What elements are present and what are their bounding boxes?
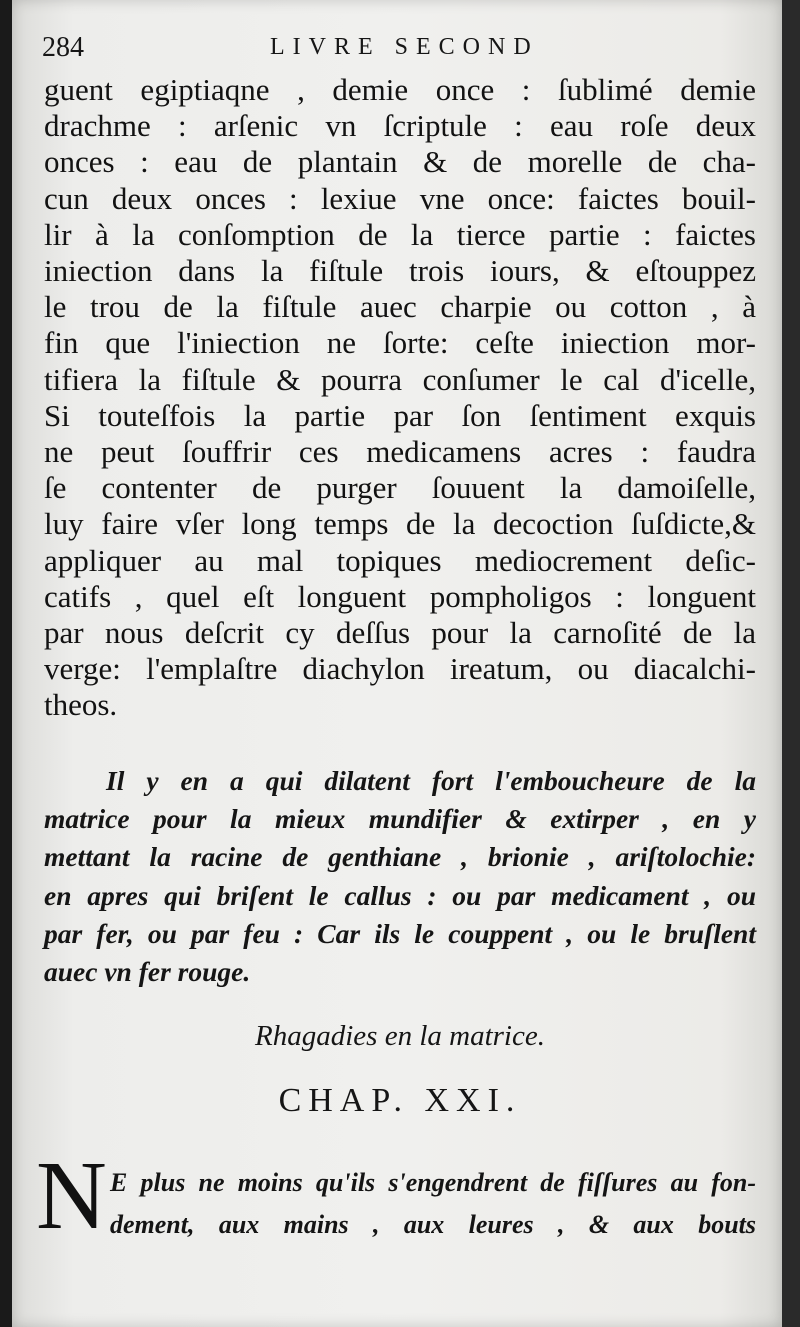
chapter-line: E plus ne moins qu'ils s'engendrent de fiſſures au fon- bbox=[110, 1168, 756, 1197]
page-number: 284 bbox=[42, 32, 84, 63]
body-line: par nous deſcrit cy deſſus pour la carnoſité de la bbox=[44, 615, 756, 651]
body-line: guent egiptiaqne , demie once : ſublimé demie bbox=[44, 72, 756, 107]
body-line: onces : eau de plantain & de morelle de cha- bbox=[44, 144, 756, 180]
body-line: theos. bbox=[44, 687, 118, 723]
body-line: appliquer au mal topiques mediocrement deſic- bbox=[44, 542, 756, 578]
body-line: cun deux onces : lexiue vne once: faictes bouil- bbox=[44, 180, 756, 216]
body-line: iniection dans la fiſtule trois iours, & eſtouppez bbox=[44, 253, 756, 289]
page-header bbox=[42, 30, 782, 70]
body-line: Si touteſfois la partie par ſon ſentiment exquis bbox=[44, 397, 756, 433]
italic-annotation bbox=[44, 762, 756, 991]
running-head: LIVRE SECOND bbox=[270, 34, 539, 60]
body-line: catifs , quel eſt longuent pompholigos : longuent bbox=[44, 578, 756, 614]
italic-line: auec vn fer rouge. bbox=[44, 956, 251, 988]
body-line: verge: l'emplaſtre diachylon ireatum, ou diacalchi- bbox=[44, 651, 756, 687]
body-line: le trou de la fiſtule auec charpie ou cotton , à bbox=[44, 289, 756, 325]
italic-line: par fer, ou par feu : Car ils le couppent , ou le bruſlent bbox=[44, 917, 756, 949]
body-line: ſe contenter de purger ſouuent la damoiſelle, bbox=[44, 470, 756, 506]
body-line: luy faire vſer long temps de la decoction ſuſdicte,& bbox=[44, 506, 756, 542]
body-line: lir à la conſomption de la tierce partie : faictes bbox=[44, 216, 756, 252]
italic-line: mettant la racine de genthiane , brionie , ariſtolochie: bbox=[44, 841, 756, 873]
italic-line: Il y en a qui dilatent fort l'emboucheure de la bbox=[106, 765, 756, 796]
italic-line: en apres qui briſent le callus : ou par medicament , ou bbox=[44, 879, 756, 911]
drop-cap: N bbox=[36, 1142, 107, 1250]
page-gutter-shadow bbox=[782, 0, 800, 1327]
body-line: tifiera la fiſtule & pourra conſumer le cal d'icelle, bbox=[44, 361, 756, 397]
body-line: fin que l'iniection ne ſorte: ceſte iniection mor- bbox=[44, 325, 756, 361]
chapter-opening bbox=[110, 1162, 756, 1246]
chapter-title: CHAP. XXI. bbox=[278, 1082, 522, 1119]
body-line: drachme : arſenic vn ſcriptule : eau roſe deux bbox=[44, 108, 756, 144]
body-paragraph bbox=[44, 72, 756, 724]
body-line: ne peut ſouffrir ces medicamens acres : faudra bbox=[44, 434, 756, 470]
chapter-line: dement, aux mains , aux leures , & aux bouts bbox=[110, 1210, 756, 1239]
italic-line: matrice pour la mieux mundifier & extirper , en y bbox=[44, 803, 756, 835]
section-heading: Rhagadies en la matrice. bbox=[255, 1020, 545, 1052]
